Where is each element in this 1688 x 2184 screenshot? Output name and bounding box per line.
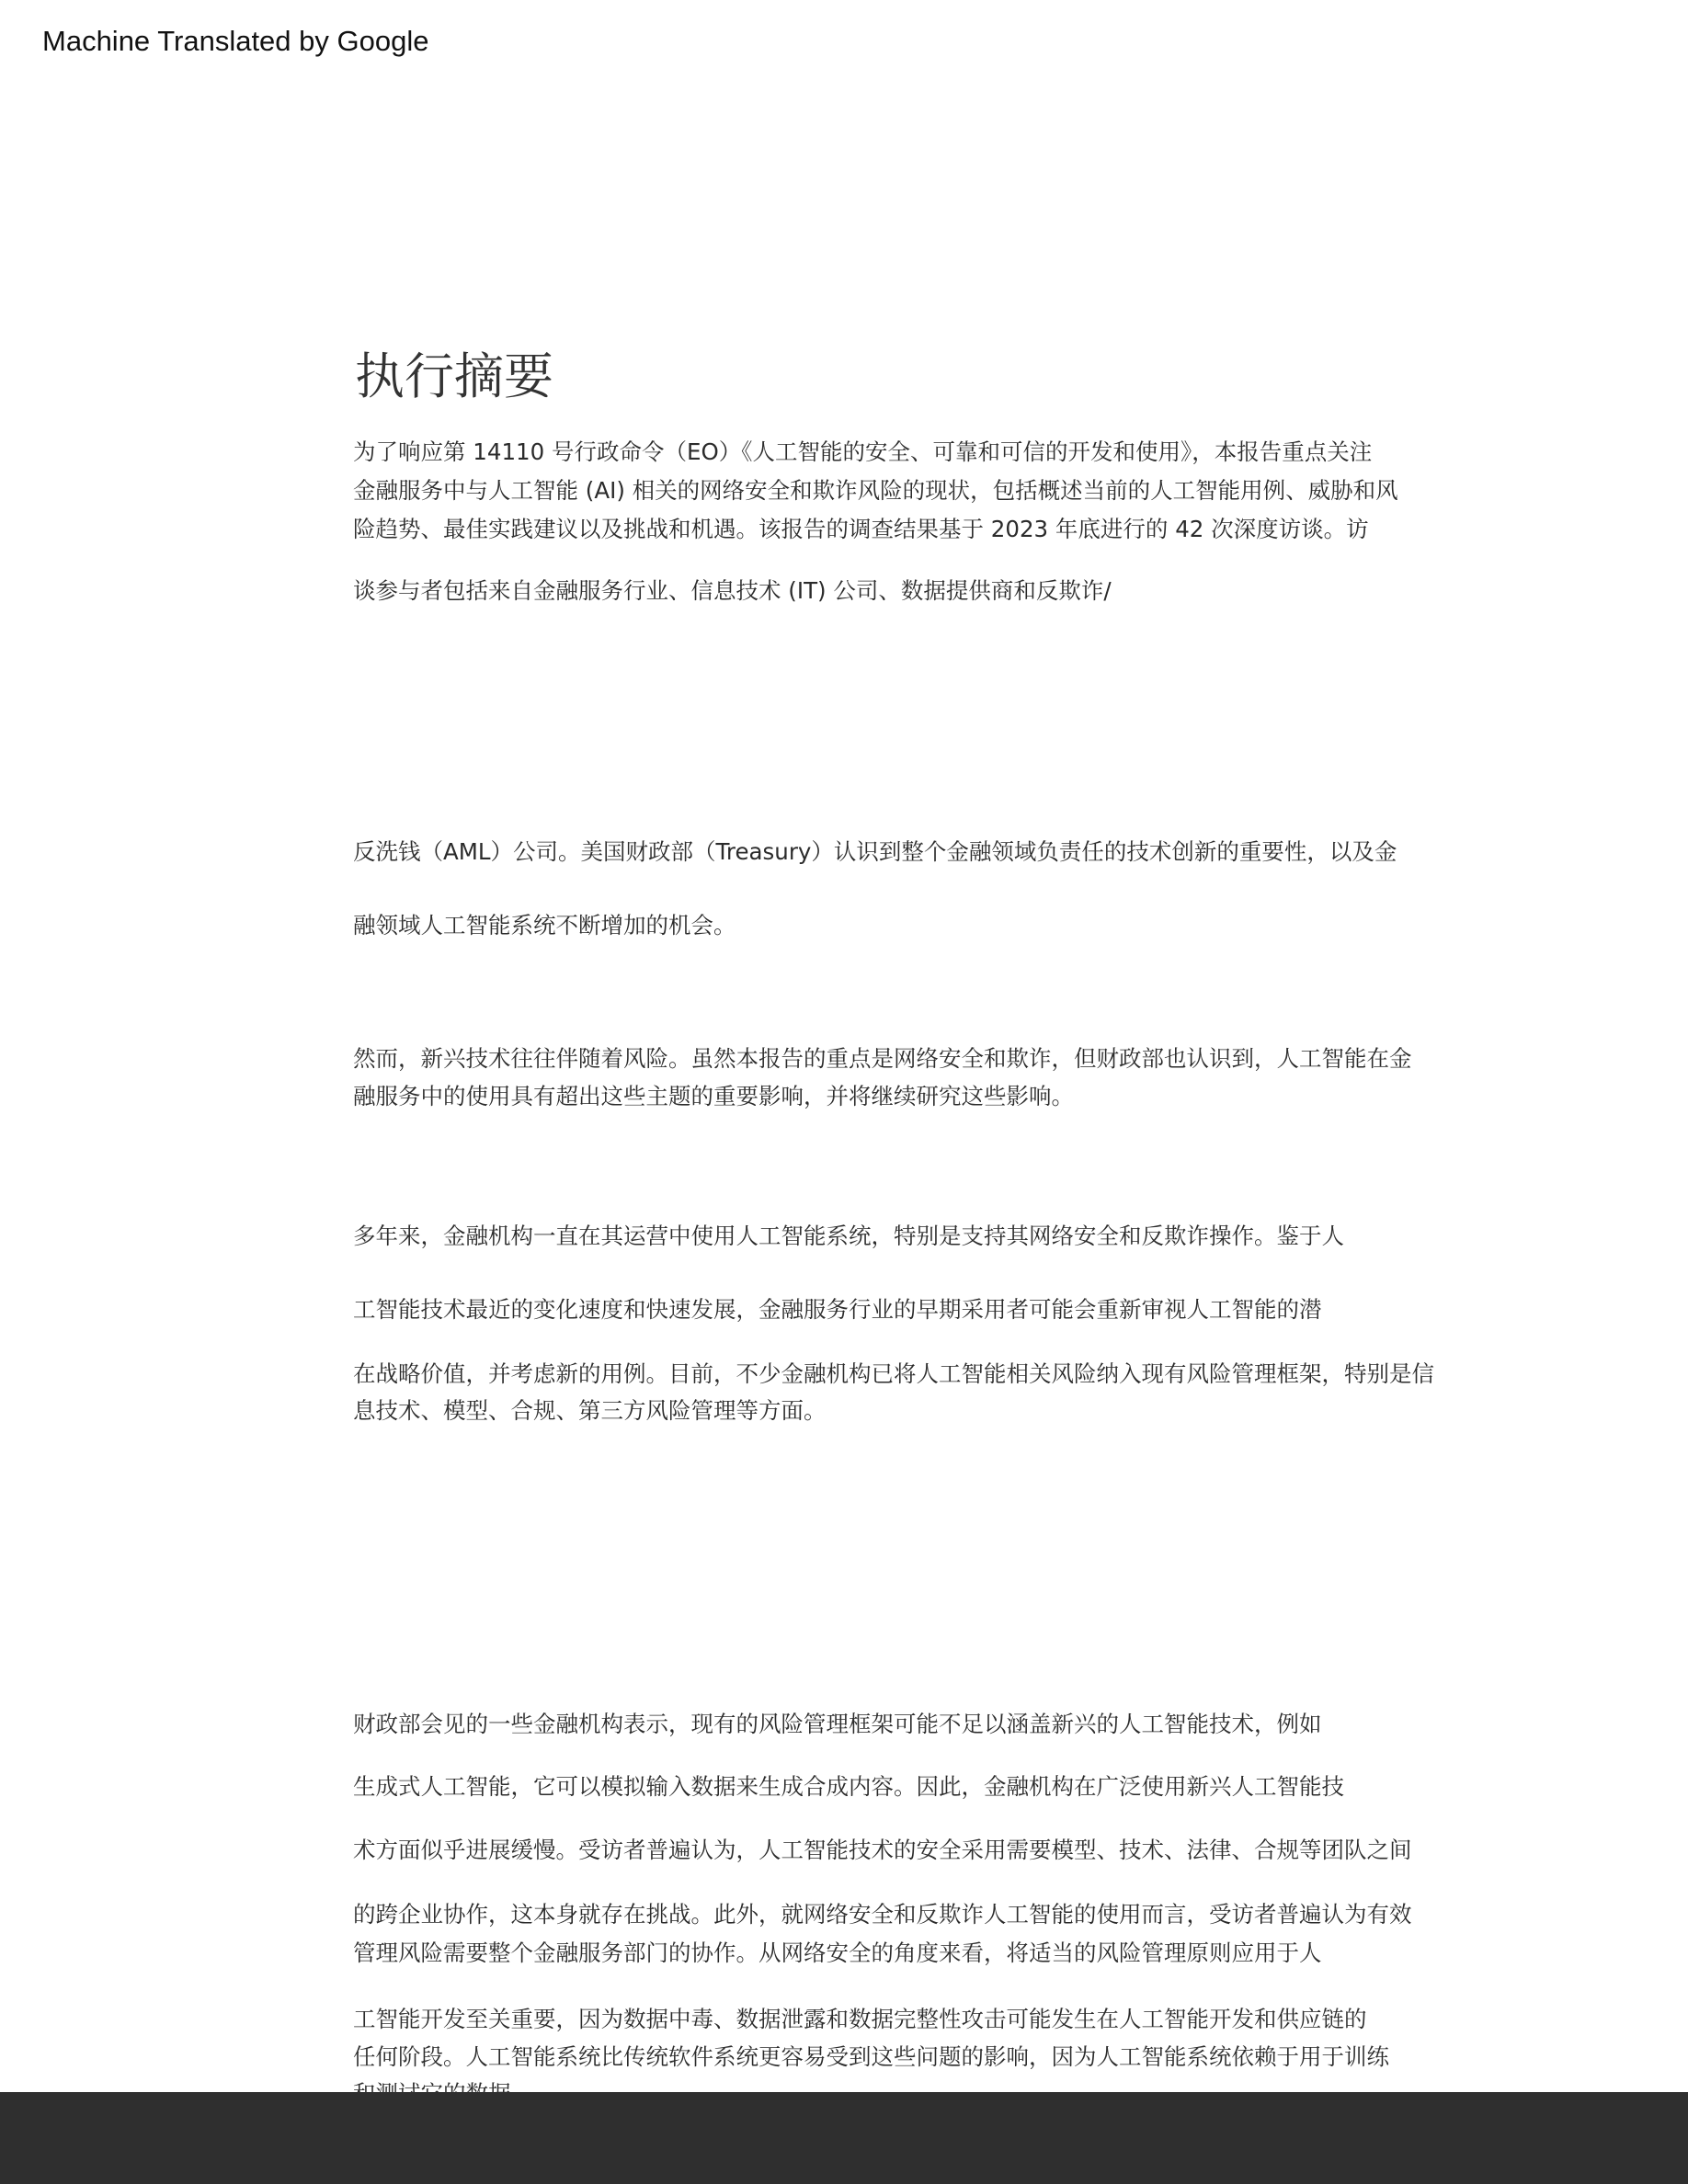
body-text-line: 险趋势、最佳实践建议以及挑战和机遇。该报告的调查结果基于 2023 年底进行的 42 次深度访谈。访 xyxy=(353,516,1369,542)
body-text-line: 然而，新兴技术往往伴随着风险。虽然本报告的重点是网络安全和欺诈，但财政部也认识到，人工智能在金 xyxy=(353,1045,1412,1072)
body-text-line: 工智能技术最近的变化速度和快速发展，金融服务行业的早期采用者可能会重新审视人工智能的潜 xyxy=(353,1296,1322,1323)
bottom-overlay-bar xyxy=(0,2092,1688,2184)
body-text-line: 在战略价值，并考虑新的用例。目前，不少金融机构已将人工智能相关风险纳入现有风险管理框架，特别是信 xyxy=(353,1360,1434,1387)
body-text-line: 术方面似乎进展缓慢。受访者普遍认为，人工智能技术的安全采用需要模型、技术、法律、合规等团队之间 xyxy=(353,1837,1412,1863)
body-text-line: 生成式人工智能，它可以模拟输入数据来生成合成内容。因此，金融机构在广泛使用新兴人工智能技 xyxy=(353,1773,1344,1800)
page-title: 执行摘要 xyxy=(355,347,553,405)
body-text-line: 谈参与者包括来自金融服务行业、信息技术 (IT) 公司、数据提供商和反欺诈/ xyxy=(353,577,1112,604)
body-text-line: 任何阶段。人工智能系统比传统软件系统更容易受到这些问题的影响，因为人工智能系统依赖于用于训练 xyxy=(353,2043,1389,2070)
body-text-line: 融服务中的使用具有超出这些主题的重要影响，并将继续研究这些影响。 xyxy=(353,1083,1074,1109)
body-text-line: 工智能开发至关重要，因为数据中毒、数据泄露和数据完整性攻击可能发生在人工智能开发和供应链的 xyxy=(353,2006,1367,2032)
body-text-line: 多年来，金融机构一直在其运营中使用人工智能系统，特别是支持其网络安全和反欺诈操作。鉴于人 xyxy=(353,1223,1344,1249)
body-text-line: 的跨企业协作，这本身就存在挑战。此外，就网络安全和反欺诈人工智能的使用而言，受访者普遍认为有效 xyxy=(353,1901,1412,1928)
body-text-line: 为了响应第 14110 号行政命令（EO）《人工智能的安全、可靠和可信的开发和使用》，本报告重点关注 xyxy=(353,438,1373,465)
body-text-line: 金融服务中与人工智能 (AI) 相关的网络安全和欺诈风险的现状，包括概述当前的人工智能用例、威胁和风 xyxy=(353,477,1398,504)
body-text-line: 息技术、模型、合规、第三方风险管理等方面。 xyxy=(353,1397,827,1424)
body-text-line: 财政部会见的一些金融机构表示，现有的风险管理框架可能不足以涵盖新兴的人工智能技术，例如 xyxy=(353,1711,1322,1737)
body-text-line: 反洗钱（AML）公司。美国财政部（Treasury）认识到整个金融领域负责任的技术创新的重要性，以及金 xyxy=(353,838,1397,865)
machine-translation-banner: Machine Translated by Google xyxy=(42,25,429,57)
body-text-line: 融领域人工智能系统不断增加的机会。 xyxy=(353,912,736,938)
body-text-line: 管理风险需要整个金融服务部门的协作。从网络安全的角度来看，将适当的风险管理原则应用于人 xyxy=(353,1939,1322,1966)
